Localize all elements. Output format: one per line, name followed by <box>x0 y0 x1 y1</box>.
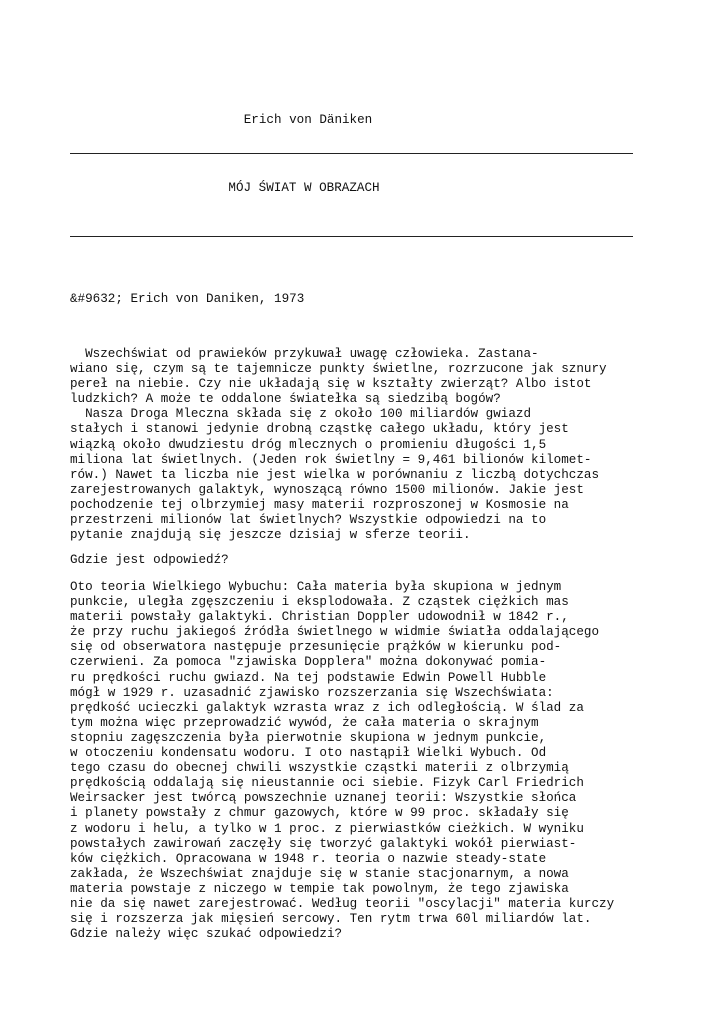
horizontal-rule-top <box>70 153 633 154</box>
author-name: Erich von Däniken <box>243 113 373 127</box>
author-line <box>0 113 724 127</box>
horizontal-rule-bottom <box>70 236 633 237</box>
document-title: MÓJ ŚWIAT W OBRAZACH <box>228 181 380 195</box>
paragraph-theories: Oto teoria Wielkiego Wybuchu: Cała materia była skupiona w jednym punkcie, uległa zgęszczeniu i eksplodowała. Z cząstek ciężkich mas materii powstały galaktyki. Christian Doppler udowodnił w 1842 r., że przy ruchu jakiegoś źródła świetlnego w widmie światła oddalającego się od obserwatora następuje przesunięcie prążków w kierunku pod- czerwieni. Za pomoca "zjawiska Dopplera" można dokonywać pomia- ru prędkości ruchu gwiazd. Na tej podstawie Edwin Powell Hubble mógł w 1929 r. uzasadnić zjawisko rozszerzania się Wszechświata: prędkość ucieczki galaktyk wzrasta wraz z ich odległością. W ślad za tym można więc przeprowadzić wywód, że cała materia o skrajnym stopniu zagęszczenia była pierwotnie skupiona w jednym punkcie, w otoczeniu kondensatu wodoru. I oto nastąpił Wielki Wybuch. Od tego czasu do obecnej chwili wszystkie cząstki materii z olbrzymią prędkością oddalają się nieustannie oci siebie. Fizyk Carl Friedrich Weirsacker jest twórcą powszechnie uznanej teorii: Wszystkie słońca i planety powstały z chmur gazowych, które w 99 proc. składały się z wodoru i helu, a tylko w 1 proc. z pierwiastków cieżkich. W wyniku powstałych zawirowań zaczęły się tworzyć galaktyki wokół pierwiast- ków ciężkich. Opracowana w 1948 r. teoria o nazwie steady-state zakłada, że Wszechświat znajduje się w stanie stacjonarnym, a nowa materia powstaje z niczego w tempie tak powolnym, że tego zjawiska nie da się nawet zarejestrować. Według teorii "oscylacji" materia kurczy się i rozszerza jak mięsień sercowy. Ten rytm trwa 60l miliardów lat. Gdzie należy więc szukać odpowiedzi? <box>70 580 615 942</box>
copyright-notice: &#9632; Erich von Daniken, 1973 <box>70 292 305 306</box>
paragraph-intro: Wszechświat od prawieków przykuwał uwagę człowieka. Zastana- wiano się, czym są te tajemnicze punkty świetlne, rozrzucone jak sznury pereł na niebie. Czy nie układają się w kształty zwierząt? Albo istot ludzkich? A może te oddalone światełka są siedzibą bogów? Nasza Droga Mleczna składa się z około 100 miliardów gwiazd stałych i stanowi jedynie drobną cząstkę całego układu, który jest wiązką około dwudziestu dróg mlecznych o promieniu długości 1,5 miliona lat świetlnych. (Jeden rok świetlny = 9,461 bilionów kilomet- rów.) Nawet ta liczba nie jest wielka w porównaniu z liczbą dotychczas zarejestrowanych galaktyk, wynoszącą równo 1500 milionów. Jakie jest pochodzenie tej olbrzymiej masy materii rozproszonej w Kosmosie na przestrzeni milionów lat świetlnych? Wszystkie odpowiedzi na to pytanie znajdują się jeszcze dzisiaj w sferze teorii. <box>70 347 607 543</box>
title-line <box>0 181 724 195</box>
section-heading: Gdzie jest odpowiedź? <box>70 553 229 567</box>
